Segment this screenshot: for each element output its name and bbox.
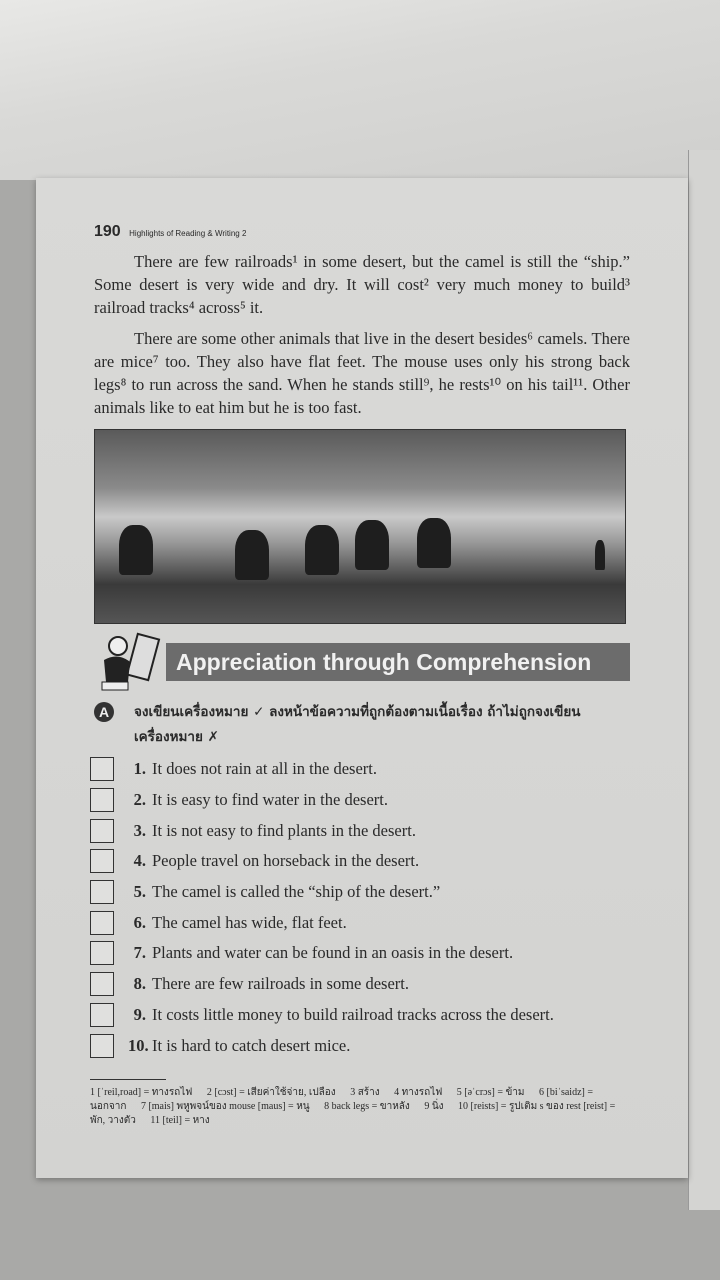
exercise-badge: A <box>94 702 114 722</box>
list-item <box>90 969 630 1000</box>
list-item <box>90 754 630 785</box>
paragraph: There are some other animals that live in the desert besides⁶ camels. There are mice⁷ too. They also have flat feet. The mouse uses only his strong back legs⁸ to run across the sand. When he stands still⁹, he rests¹⁰ on his tail¹¹. Other animals like to eat him but he is too fast. <box>94 329 630 417</box>
answer-checkbox[interactable] <box>90 757 114 781</box>
footnote: 8 back legs = ขาหลัง <box>324 1100 410 1112</box>
answer-checkbox[interactable] <box>90 941 114 965</box>
answer-checkbox[interactable] <box>90 1034 114 1058</box>
item-text: The camel is called the “ship of the desert.” <box>152 882 441 902</box>
list-item <box>90 1000 630 1031</box>
section-title-banner: Appreciation through Comprehension <box>166 643 630 681</box>
footnote: 2 [cɔst] = เสียค่าใช้จ่าย, เปลือง <box>206 1086 336 1098</box>
desert-camel-photo <box>94 429 626 624</box>
item-text: It does not rain at all in the desert. <box>152 759 377 779</box>
paragraph: There are few railroads¹ in some desert, but the camel is still the “ship.” Some desert is very wide and dry. It will cost² very much money to build³ railroad tracks⁴ across⁵ it. <box>94 252 630 317</box>
item-number: 9. <box>133 1004 146 1024</box>
item-text: It is not easy to find plants in the desert. <box>152 820 416 840</box>
page-number: 190 <box>94 223 121 240</box>
item-text: It is easy to find water in the desert. <box>152 790 388 810</box>
background-surface <box>0 0 720 180</box>
answer-checkbox[interactable] <box>90 911 114 935</box>
footnote: 11 [teil] = หาง <box>150 1114 210 1126</box>
item-number: 2. <box>133 790 146 810</box>
item-text: It is hard to catch desert mice. <box>152 1035 351 1055</box>
answer-checkbox[interactable] <box>90 849 114 873</box>
book-page <box>36 178 688 1178</box>
item-text: The camel has wide, flat feet. <box>152 912 347 932</box>
exercise-list <box>90 754 630 1061</box>
list-item <box>90 907 630 938</box>
item-text: Plants and water can be found in an oasis in the desert. <box>152 943 514 963</box>
book-title: Highlights of Reading & Writing 2 <box>129 229 247 238</box>
footnote-divider <box>90 1079 166 1080</box>
answer-checkbox[interactable] <box>90 1003 114 1027</box>
list-item <box>90 1030 630 1061</box>
item-number: 3. <box>133 820 146 840</box>
item-number: 10. <box>128 1035 149 1055</box>
item-number: 6. <box>133 912 146 932</box>
footnote: 4 ทางรถไฟ <box>394 1086 443 1098</box>
list-item <box>90 846 630 877</box>
list-item <box>90 815 630 846</box>
list-item <box>90 785 630 816</box>
item-text: It costs little money to build railroad tracks across the desert. <box>152 1004 554 1024</box>
footnote: 5 [əˈcrɔs] = ข้าม <box>456 1086 525 1098</box>
item-number: 1. <box>133 759 146 779</box>
item-number: 4. <box>133 851 146 871</box>
item-number: 5. <box>133 882 146 902</box>
footnote: 10 [reists] = รูปเติม s ของ rest [reist] = พัก, วางตัว <box>90 1100 616 1126</box>
item-text: There are few railroads in some desert. <box>152 974 410 994</box>
item-number: 7. <box>133 943 146 963</box>
footnote: 1 [ˈreil,road] = ทางรถไฟ <box>90 1086 193 1098</box>
answer-checkbox[interactable] <box>90 788 114 812</box>
exercise-header <box>94 700 630 750</box>
item-text: People travel on horseback in the desert. <box>152 851 420 871</box>
footnote: 3 สร้าง <box>350 1086 380 1098</box>
answer-checkbox[interactable] <box>90 972 114 996</box>
answer-checkbox[interactable] <box>90 880 114 904</box>
item-number: 8. <box>133 974 146 994</box>
list-item <box>90 877 630 908</box>
adjacent-page-edge <box>688 150 720 1210</box>
footnote: 9 นิ่ง <box>424 1100 444 1112</box>
list-item <box>90 938 630 969</box>
footnote: 6 [biˈsaidz] = นอกจาก <box>90 1086 593 1112</box>
reader-illustration-icon <box>94 630 162 694</box>
section-heading <box>94 630 630 694</box>
exercise-instruction: จงเขียนเครื่องหมาย ✓ ลงหน้าข้อความที่ถูกต้องตามเนื้อเรื่อง ถ้าไม่ถูกจงเขียนเครื่องหมาย ✗ <box>134 704 581 745</box>
answer-checkbox[interactable] <box>90 819 114 843</box>
footnotes <box>90 1086 630 1128</box>
footnote: 7 [mais] พหูพจน์ของ mouse [maus] = หนู <box>140 1100 310 1112</box>
running-header <box>94 222 630 244</box>
